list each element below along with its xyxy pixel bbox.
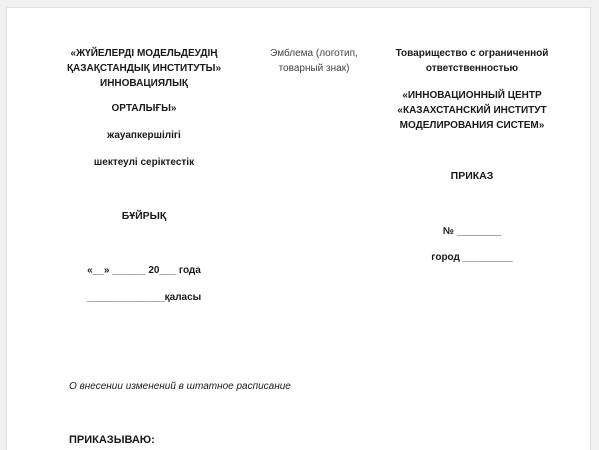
russian-city-line: город _________ <box>431 252 513 263</box>
russian-order-title: ПРИКАЗ <box>450 170 494 182</box>
kazakh-org-line-4: ОРТАЛЫҒЫ» <box>111 103 177 114</box>
emblem-placeholder <box>257 46 371 76</box>
kazakh-date-line: «__» ______ 20___ года <box>87 265 201 276</box>
russian-number-line: № ________ <box>442 226 502 237</box>
russian-org-line-3: «ИННОВАЦИОННЫЙ ЦЕНТР <box>402 90 542 101</box>
russian-org-legal-form <box>381 46 563 76</box>
russian-org-line-2: ответственностью <box>425 63 519 74</box>
russian-org-line-4: «КАЗАХСТАНСКИЙ ИНСТИТУТ <box>397 105 547 116</box>
russian-org-line-5: МОДЕЛИРОВАНИЯ СИСТЕМ» <box>399 120 545 131</box>
kazakh-org-line-5: жауапкершілігі <box>107 130 181 141</box>
kazakh-order-title: БҰЙРЫҚ <box>121 210 167 222</box>
russian-org-line-1: Товарищество с ограниченной <box>395 48 549 59</box>
kazakh-org-line-1: «ЖҮЙЕЛЕРДІ МОДЕЛЬДЕУДІҢ <box>70 48 218 59</box>
order-directive: ПРИКАЗЫВАЮ: <box>69 434 155 446</box>
kazakh-org-line-6: шектеулі серіктестік <box>93 157 195 168</box>
kazakh-city-line: ______________қаласы <box>86 292 202 303</box>
emblem-line-2: товарный знак) <box>278 63 350 74</box>
kazakh-org-line-2: ҚАЗАҚСТАНДЫҚ ИНСТИТУТЫ» <box>66 63 222 74</box>
kazakh-org-name <box>49 46 239 91</box>
order-subject: О внесении изменений в штатное расписание <box>69 381 291 392</box>
russian-org-name <box>381 88 563 133</box>
document-page <box>6 7 591 450</box>
kazakh-org-line-3: ИННОВАЦИЯЛЫҚ <box>100 78 188 89</box>
emblem-line-1: Эмблема (логотип, <box>270 48 358 59</box>
